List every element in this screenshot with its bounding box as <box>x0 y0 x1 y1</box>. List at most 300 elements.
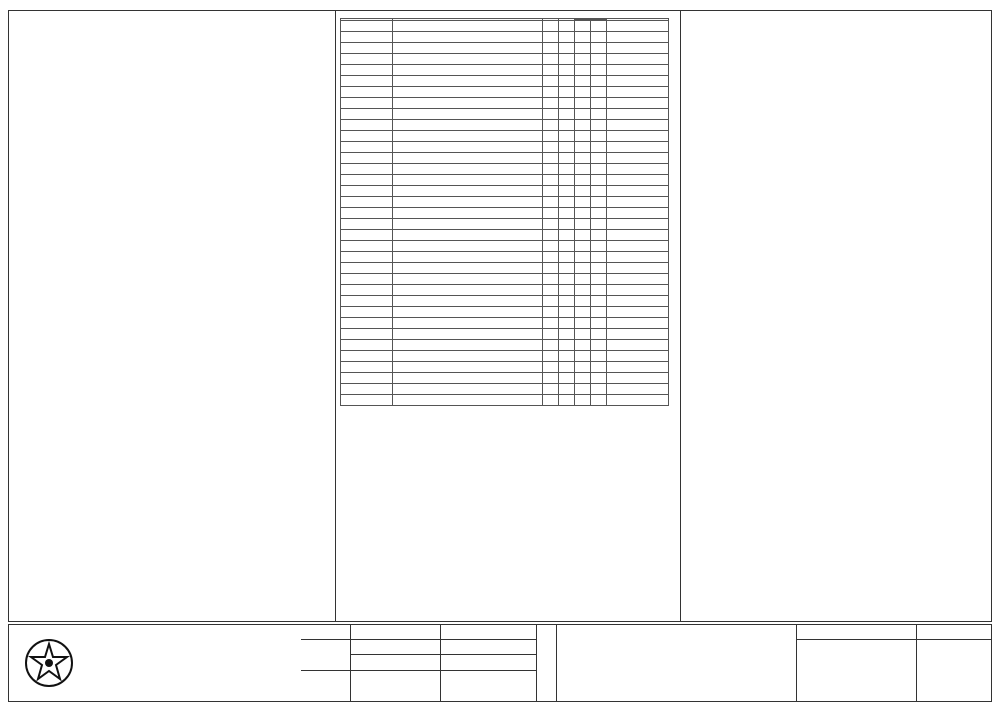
row-electric <box>559 208 575 219</box>
row-category <box>341 175 393 186</box>
row-category <box>341 384 393 395</box>
row-content <box>393 296 543 307</box>
row-electric <box>559 87 575 98</box>
row-sanitary <box>575 384 591 395</box>
row-content <box>393 43 543 54</box>
row-electric <box>559 32 575 43</box>
row-hvac <box>591 340 607 351</box>
row-hvac <box>591 296 607 307</box>
row-content <box>393 274 543 285</box>
row-hvac <box>591 285 607 296</box>
row-remarks <box>607 175 669 186</box>
row-content <box>393 98 543 109</box>
table-row <box>341 230 669 241</box>
row-building <box>543 219 559 230</box>
row-building <box>543 186 559 197</box>
row-remarks <box>607 87 669 98</box>
column-divider-left <box>335 10 336 622</box>
row-electric <box>559 43 575 54</box>
supervisor-2 <box>441 655 537 671</box>
row-sanitary <box>575 76 591 87</box>
row-sanitary <box>575 54 591 65</box>
table-row <box>341 131 669 142</box>
row-remarks <box>607 43 669 54</box>
row-sanitary <box>575 252 591 263</box>
row-category <box>341 142 393 153</box>
row-sanitary <box>575 98 591 109</box>
row-remarks <box>607 252 669 263</box>
row-category <box>341 208 393 219</box>
row-electric <box>559 131 575 142</box>
row-content <box>393 285 543 296</box>
row-hvac <box>591 186 607 197</box>
row-remarks <box>607 318 669 329</box>
table-row <box>341 153 669 164</box>
row-electric <box>559 318 575 329</box>
table-row <box>341 307 669 318</box>
row-remarks <box>607 241 669 252</box>
row-category <box>341 186 393 197</box>
row-category <box>341 54 393 65</box>
row-content <box>393 307 543 318</box>
row-sanitary <box>575 230 591 241</box>
row-hvac <box>591 395 607 406</box>
row-electric <box>559 329 575 340</box>
row-hvac <box>591 164 607 175</box>
row-remarks <box>607 373 669 384</box>
row-building <box>543 32 559 43</box>
row-remarks <box>607 186 669 197</box>
row-remarks <box>607 65 669 76</box>
row-electric <box>559 65 575 76</box>
row-electric <box>559 373 575 384</box>
row-hvac <box>591 329 607 340</box>
row-building <box>543 340 559 351</box>
row-electric <box>559 351 575 362</box>
row-remarks <box>607 197 669 208</box>
design-label <box>351 625 441 640</box>
row-remarks <box>607 362 669 373</box>
row-remarks <box>607 274 669 285</box>
size-a1 <box>301 640 351 671</box>
row-building <box>543 274 559 285</box>
row-electric <box>559 98 575 109</box>
row-electric <box>559 274 575 285</box>
middle-column <box>340 14 670 406</box>
row-category <box>341 32 393 43</box>
row-remarks <box>607 98 669 109</box>
table-row <box>341 54 669 65</box>
row-category <box>341 197 393 208</box>
row-hvac <box>591 351 607 362</box>
row-remarks <box>607 285 669 296</box>
row-building <box>543 208 559 219</box>
row-building <box>543 252 559 263</box>
row-electric <box>559 230 575 241</box>
row-electric <box>559 120 575 131</box>
table-row <box>341 318 669 329</box>
row-building <box>543 87 559 98</box>
table-row <box>341 285 669 296</box>
blank-date <box>351 671 441 701</box>
change-date <box>351 655 441 671</box>
row-building <box>543 197 559 208</box>
row-building <box>543 76 559 87</box>
row-content <box>393 109 543 120</box>
row-remarks <box>607 54 669 65</box>
row-electric <box>559 340 575 351</box>
row-category <box>341 43 393 54</box>
row-electric <box>559 241 575 252</box>
table-row <box>341 76 669 87</box>
row-sanitary <box>575 340 591 351</box>
row-hvac <box>591 252 607 263</box>
row-content <box>393 241 543 252</box>
drawing-name-label <box>797 625 917 640</box>
table-row <box>341 21 669 32</box>
column-divider-right <box>680 10 681 622</box>
row-building <box>543 43 559 54</box>
row-content <box>393 340 543 351</box>
row-building <box>543 109 559 120</box>
table-row <box>341 43 669 54</box>
row-building <box>543 296 559 307</box>
right-line <box>690 14 990 20</box>
row-building <box>543 351 559 362</box>
row-content <box>393 142 543 153</box>
row-category <box>341 109 393 120</box>
row-content <box>393 120 543 131</box>
row-category <box>341 329 393 340</box>
row-category <box>341 87 393 98</box>
row-hvac <box>591 384 607 395</box>
row-content <box>393 87 543 98</box>
row-sanitary <box>575 285 591 296</box>
row-electric <box>559 142 575 153</box>
row-electric <box>559 384 575 395</box>
row-sanitary <box>575 318 591 329</box>
row-content <box>393 252 543 263</box>
row-sanitary <box>575 208 591 219</box>
row-content <box>393 21 543 32</box>
row-content <box>393 384 543 395</box>
table-row <box>341 197 669 208</box>
row-category <box>341 164 393 175</box>
row-remarks <box>607 131 669 142</box>
row-category <box>341 340 393 351</box>
table-row <box>341 274 669 285</box>
row-building <box>543 153 559 164</box>
row-remarks <box>607 329 669 340</box>
row-remarks <box>607 395 669 406</box>
row-category <box>341 307 393 318</box>
table-row <box>341 164 669 175</box>
row-electric <box>559 252 575 263</box>
row-electric <box>559 197 575 208</box>
row-content <box>393 208 543 219</box>
table-row <box>341 98 669 109</box>
row-hvac <box>591 241 607 252</box>
work-name-label <box>537 625 557 701</box>
table-row <box>341 65 669 76</box>
row-hvac <box>591 54 607 65</box>
row-sanitary <box>575 164 591 175</box>
row-sanitary <box>575 120 591 131</box>
row-category <box>341 131 393 142</box>
row-hvac <box>591 307 607 318</box>
row-building <box>543 307 559 318</box>
row-content <box>393 164 543 175</box>
work-name <box>557 625 797 701</box>
row-content <box>393 186 543 197</box>
row-remarks <box>607 296 669 307</box>
row-hvac <box>591 263 607 274</box>
row-electric <box>559 186 575 197</box>
row-content <box>393 65 543 76</box>
row-remarks <box>607 230 669 241</box>
row-hvac <box>591 318 607 329</box>
table-row <box>341 87 669 98</box>
row-remarks <box>607 21 669 32</box>
row-electric <box>559 395 575 406</box>
row-building <box>543 241 559 252</box>
row-hvac <box>591 120 607 131</box>
row-building <box>543 263 559 274</box>
table-row <box>341 384 669 395</box>
row-content <box>393 219 543 230</box>
row-hvac <box>591 109 607 120</box>
row-category <box>341 263 393 274</box>
row-building <box>543 142 559 153</box>
row-hvac <box>591 21 607 32</box>
row-remarks <box>607 32 669 43</box>
table-row <box>341 252 669 263</box>
row-electric <box>559 219 575 230</box>
row-sanitary <box>575 131 591 142</box>
row-electric <box>559 164 575 175</box>
row-electric <box>559 263 575 274</box>
row-sanitary <box>575 263 591 274</box>
row-sanitary <box>575 329 591 340</box>
row-building <box>543 54 559 65</box>
row-category <box>341 351 393 362</box>
row-category <box>341 241 393 252</box>
row-remarks <box>607 164 669 175</box>
row-hvac <box>591 197 607 208</box>
row-remarks <box>607 340 669 351</box>
row-content <box>393 131 543 142</box>
row-building <box>543 65 559 76</box>
row-content <box>393 54 543 65</box>
row-remarks <box>607 109 669 120</box>
row-category <box>341 296 393 307</box>
row-category <box>341 120 393 131</box>
row-building <box>543 285 559 296</box>
row-remarks <box>607 142 669 153</box>
table-row <box>341 120 669 131</box>
row-category <box>341 252 393 263</box>
row-building <box>543 384 559 395</box>
row-sanitary <box>575 43 591 54</box>
row-sanitary <box>575 274 591 285</box>
table-row <box>341 373 669 384</box>
row-electric <box>559 296 575 307</box>
row-content <box>393 318 543 329</box>
row-category <box>341 318 393 329</box>
row-content <box>393 351 543 362</box>
row-category <box>341 219 393 230</box>
row-electric <box>559 362 575 373</box>
row-sanitary <box>575 197 591 208</box>
row-remarks <box>607 76 669 87</box>
row-content <box>393 263 543 274</box>
drawing-number <box>917 640 991 701</box>
table-row <box>341 340 669 351</box>
row-building <box>543 120 559 131</box>
row-category <box>341 230 393 241</box>
row-content <box>393 175 543 186</box>
row-category <box>341 395 393 406</box>
row-category <box>341 76 393 87</box>
right-column <box>690 14 990 20</box>
table-row <box>341 362 669 373</box>
row-electric <box>559 307 575 318</box>
row-hvac <box>591 219 607 230</box>
row-building <box>543 395 559 406</box>
row-electric <box>559 285 575 296</box>
row-hvac <box>591 153 607 164</box>
row-sanitary <box>575 395 591 406</box>
table-body <box>341 21 669 406</box>
row-sanitary <box>575 21 591 32</box>
row-remarks <box>607 208 669 219</box>
row-content <box>393 362 543 373</box>
row-content <box>393 329 543 340</box>
table-row <box>341 142 669 153</box>
row-sanitary <box>575 87 591 98</box>
drawing-no-label <box>917 625 991 640</box>
row-category <box>341 274 393 285</box>
title-block <box>8 624 992 702</box>
row-content <box>393 32 543 43</box>
row-hvac <box>591 76 607 87</box>
row-content <box>393 373 543 384</box>
row-category <box>341 98 393 109</box>
table-row <box>341 32 669 43</box>
row-sanitary <box>575 241 591 252</box>
table-row <box>341 109 669 120</box>
row-electric <box>559 54 575 65</box>
row-building <box>543 318 559 329</box>
row-content <box>393 197 543 208</box>
supervisor-3 <box>441 671 537 701</box>
row-category <box>341 21 393 32</box>
row-building <box>543 21 559 32</box>
row-category <box>341 65 393 76</box>
row-hvac <box>591 373 607 384</box>
row-sanitary <box>575 175 591 186</box>
supervisor-label <box>441 625 537 640</box>
row-hvac <box>591 142 607 153</box>
row-electric <box>559 109 575 120</box>
row-sanitary <box>575 351 591 362</box>
row-hvac <box>591 208 607 219</box>
row-hvac <box>591 274 607 285</box>
table-row <box>341 241 669 252</box>
row-sanitary <box>575 373 591 384</box>
table-row <box>341 329 669 340</box>
construction-division-table <box>340 18 669 406</box>
size-label <box>301 625 351 640</box>
row-remarks <box>607 384 669 395</box>
row-content <box>393 230 543 241</box>
table-row <box>341 175 669 186</box>
row-sanitary <box>575 219 591 230</box>
row-electric <box>559 153 575 164</box>
row-sanitary <box>575 109 591 120</box>
row-hvac <box>591 362 607 373</box>
row-building <box>543 131 559 142</box>
table-row <box>341 208 669 219</box>
row-hvac <box>591 98 607 109</box>
row-sanitary <box>575 296 591 307</box>
row-hvac <box>591 43 607 54</box>
row-sanitary <box>575 142 591 153</box>
table-row <box>341 296 669 307</box>
row-building <box>543 362 559 373</box>
table-row <box>341 395 669 406</box>
row-content <box>393 395 543 406</box>
row-category <box>341 153 393 164</box>
row-sanitary <box>575 307 591 318</box>
row-content <box>393 76 543 87</box>
table-row <box>341 351 669 362</box>
row-hvac <box>591 65 607 76</box>
row-sanitary <box>575 186 591 197</box>
row-sanitary <box>575 362 591 373</box>
row-building <box>543 373 559 384</box>
row-building <box>543 164 559 175</box>
row-content <box>393 153 543 164</box>
row-building <box>543 230 559 241</box>
row-category <box>341 373 393 384</box>
table-row <box>341 219 669 230</box>
row-remarks <box>607 153 669 164</box>
table-row <box>341 186 669 197</box>
row-electric <box>559 21 575 32</box>
row-remarks <box>607 351 669 362</box>
row-hvac <box>591 131 607 142</box>
row-hvac <box>591 230 607 241</box>
row-category <box>341 285 393 296</box>
row-remarks <box>607 120 669 131</box>
row-electric <box>559 76 575 87</box>
row-hvac <box>591 87 607 98</box>
row-hvac <box>591 175 607 186</box>
row-building <box>543 98 559 109</box>
row-building <box>543 329 559 340</box>
setagaya-emblem-icon <box>23 637 75 689</box>
row-building <box>543 175 559 186</box>
row-remarks <box>607 263 669 274</box>
table-row <box>341 263 669 274</box>
row-electric <box>559 175 575 186</box>
left-column <box>30 14 335 22</box>
row-hvac <box>591 32 607 43</box>
row-remarks <box>607 307 669 318</box>
design-date <box>351 640 441 655</box>
drawing-name <box>797 640 917 701</box>
